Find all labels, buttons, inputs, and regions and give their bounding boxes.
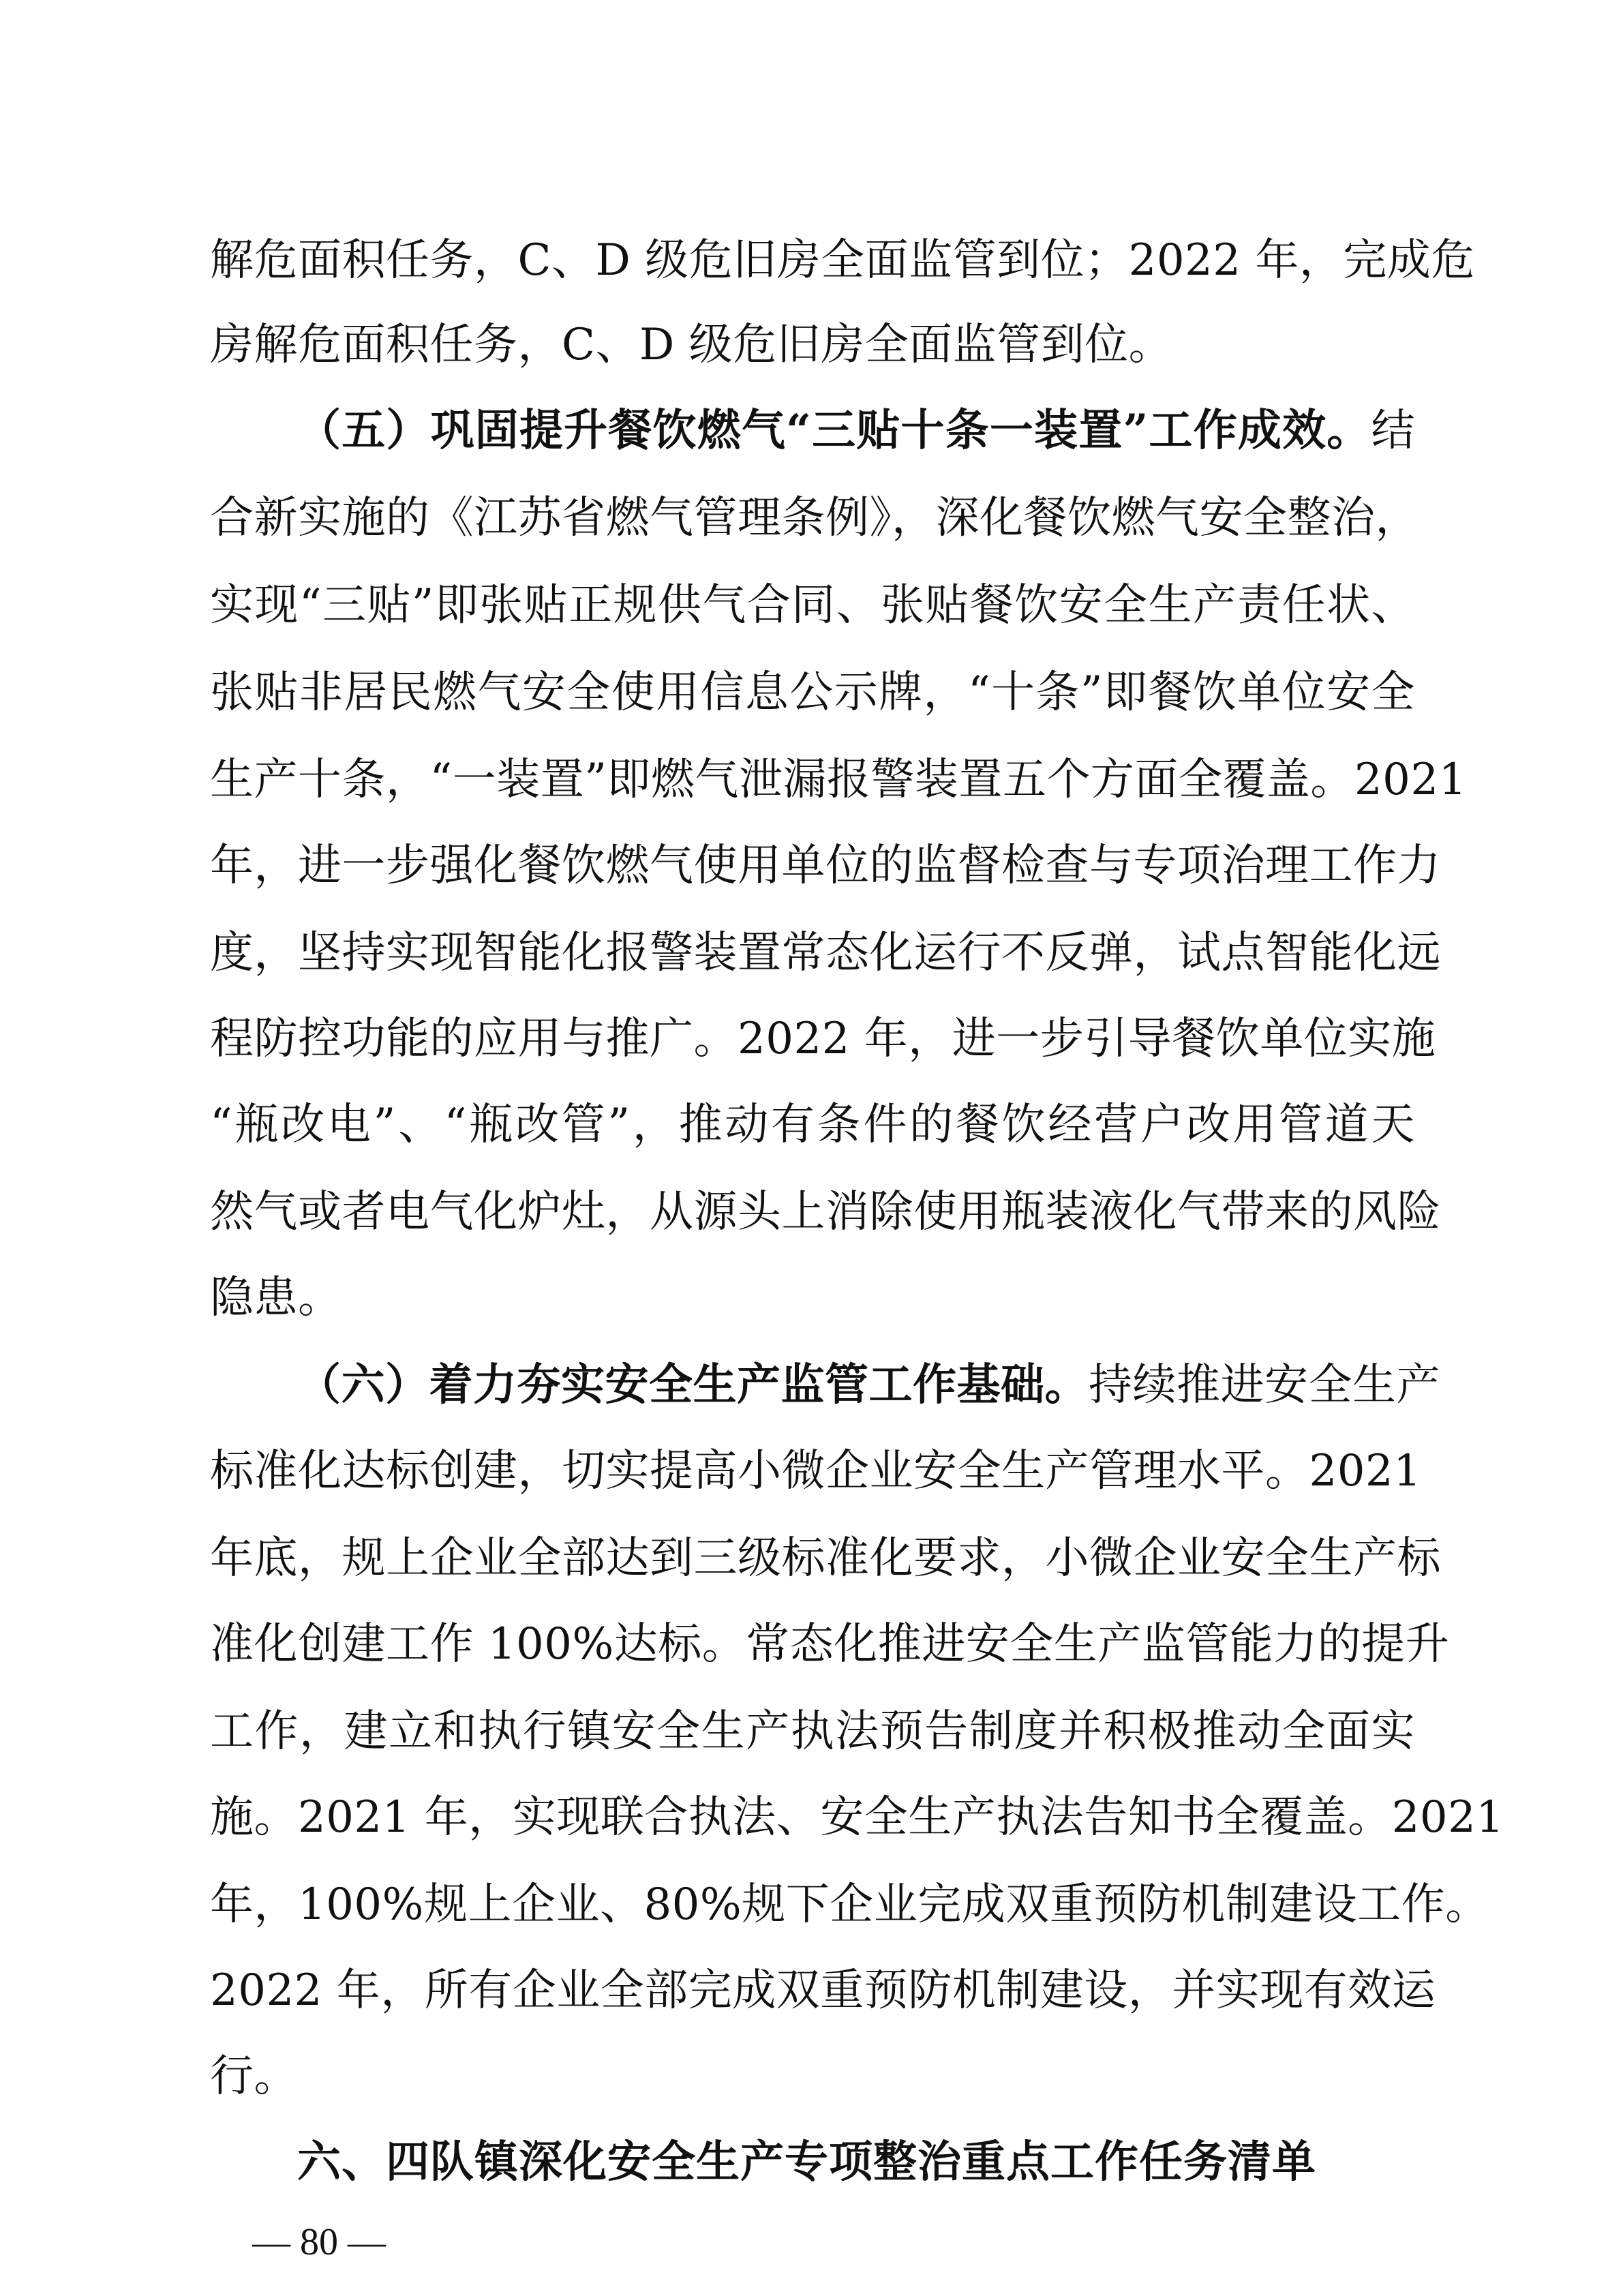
text-line: 房解危面积任务，C、D 级危旧房全面监管到位。 bbox=[210, 320, 1173, 370]
text-line: 实现“三贴”即张贴正规供气合同、张贴餐饮安全生产责任状、 bbox=[210, 580, 1415, 631]
section-5-text: 结 bbox=[1371, 406, 1415, 456]
text-line: 工作，建立和执行镇安全生产执法预告制度并积极推动全面实 bbox=[210, 1706, 1415, 1757]
text-line: 然气或者电气化炉灶，从源头上消除使用瓶装液化气带来的风险 bbox=[210, 1187, 1441, 1237]
page-number: — 80 — bbox=[252, 2221, 386, 2263]
text-line: 施。2021 年，实现联合执法、安全生产执法告知书全覆盖。2021 bbox=[210, 1792, 1504, 1843]
text-line: 年，进一步强化餐饮燃气使用单位的监督检查与专项治理工作力 bbox=[210, 841, 1441, 891]
section-5-title: （五）巩固提升餐饮燃气“三贴十条一装置”工作成效。 bbox=[297, 405, 1371, 456]
text-line: 年，100%规上企业、80%规下企业完成双重预防机制建设工作。 bbox=[210, 1879, 1489, 1930]
text-line: 合新实施的《江苏省燃气管理条例》，深化餐饮燃气安全整治， bbox=[210, 493, 1419, 543]
text-line: 2022 年，所有企业全部完成双重预防机制建设，并实现有效运 bbox=[210, 1965, 1436, 2016]
text-line: 行。 bbox=[210, 2051, 298, 2102]
text-line: 张贴非居民燃气安全使用信息公示牌，“十条”即餐饮单位安全 bbox=[210, 667, 1415, 718]
text-line: 度，坚持实现智能化报警装置常态化运行不反弹，试点智能化远 bbox=[210, 928, 1441, 978]
text-line: 隐患。 bbox=[210, 1273, 342, 1323]
text-line: 年底，规上企业全部达到三级标准化要求，小微企业安全生产标 bbox=[210, 1533, 1441, 1584]
section-5-first-line bbox=[297, 404, 1415, 458]
text-line: 解危面积任务，C、D 级危旧房全面监管到位；2022 年，完成危 bbox=[210, 235, 1475, 286]
section-6-text: 持续推进安全生产 bbox=[1089, 1360, 1440, 1410]
section-6-first-line bbox=[297, 1358, 1440, 1413]
text-line: 准化创建工作 100%达标。常态化推进安全生产监管能力的提升 bbox=[210, 1619, 1450, 1670]
text-line: 程防控功能的应用与推广。2022 年，进一步引导餐饮单位实施 bbox=[210, 1014, 1436, 1064]
text-line: 生产十条，“一装置”即燃气泄漏报警装置五个方面全覆盖。2021 bbox=[210, 755, 1467, 805]
section-heading: 六、四队镇深化安全生产专项整治重点工作任务清单 bbox=[297, 2137, 1316, 2188]
text-line: “瓶改电”、“瓶改管”，推动有条件的餐饮经营户改用管道天 bbox=[210, 1100, 1415, 1150]
text-line: 标准化达标创建，切实提高小微企业安全生产管理水平。2021 bbox=[210, 1446, 1422, 1496]
section-6-title: （六）着力夯实安全生产监管工作基础。 bbox=[297, 1359, 1089, 1410]
